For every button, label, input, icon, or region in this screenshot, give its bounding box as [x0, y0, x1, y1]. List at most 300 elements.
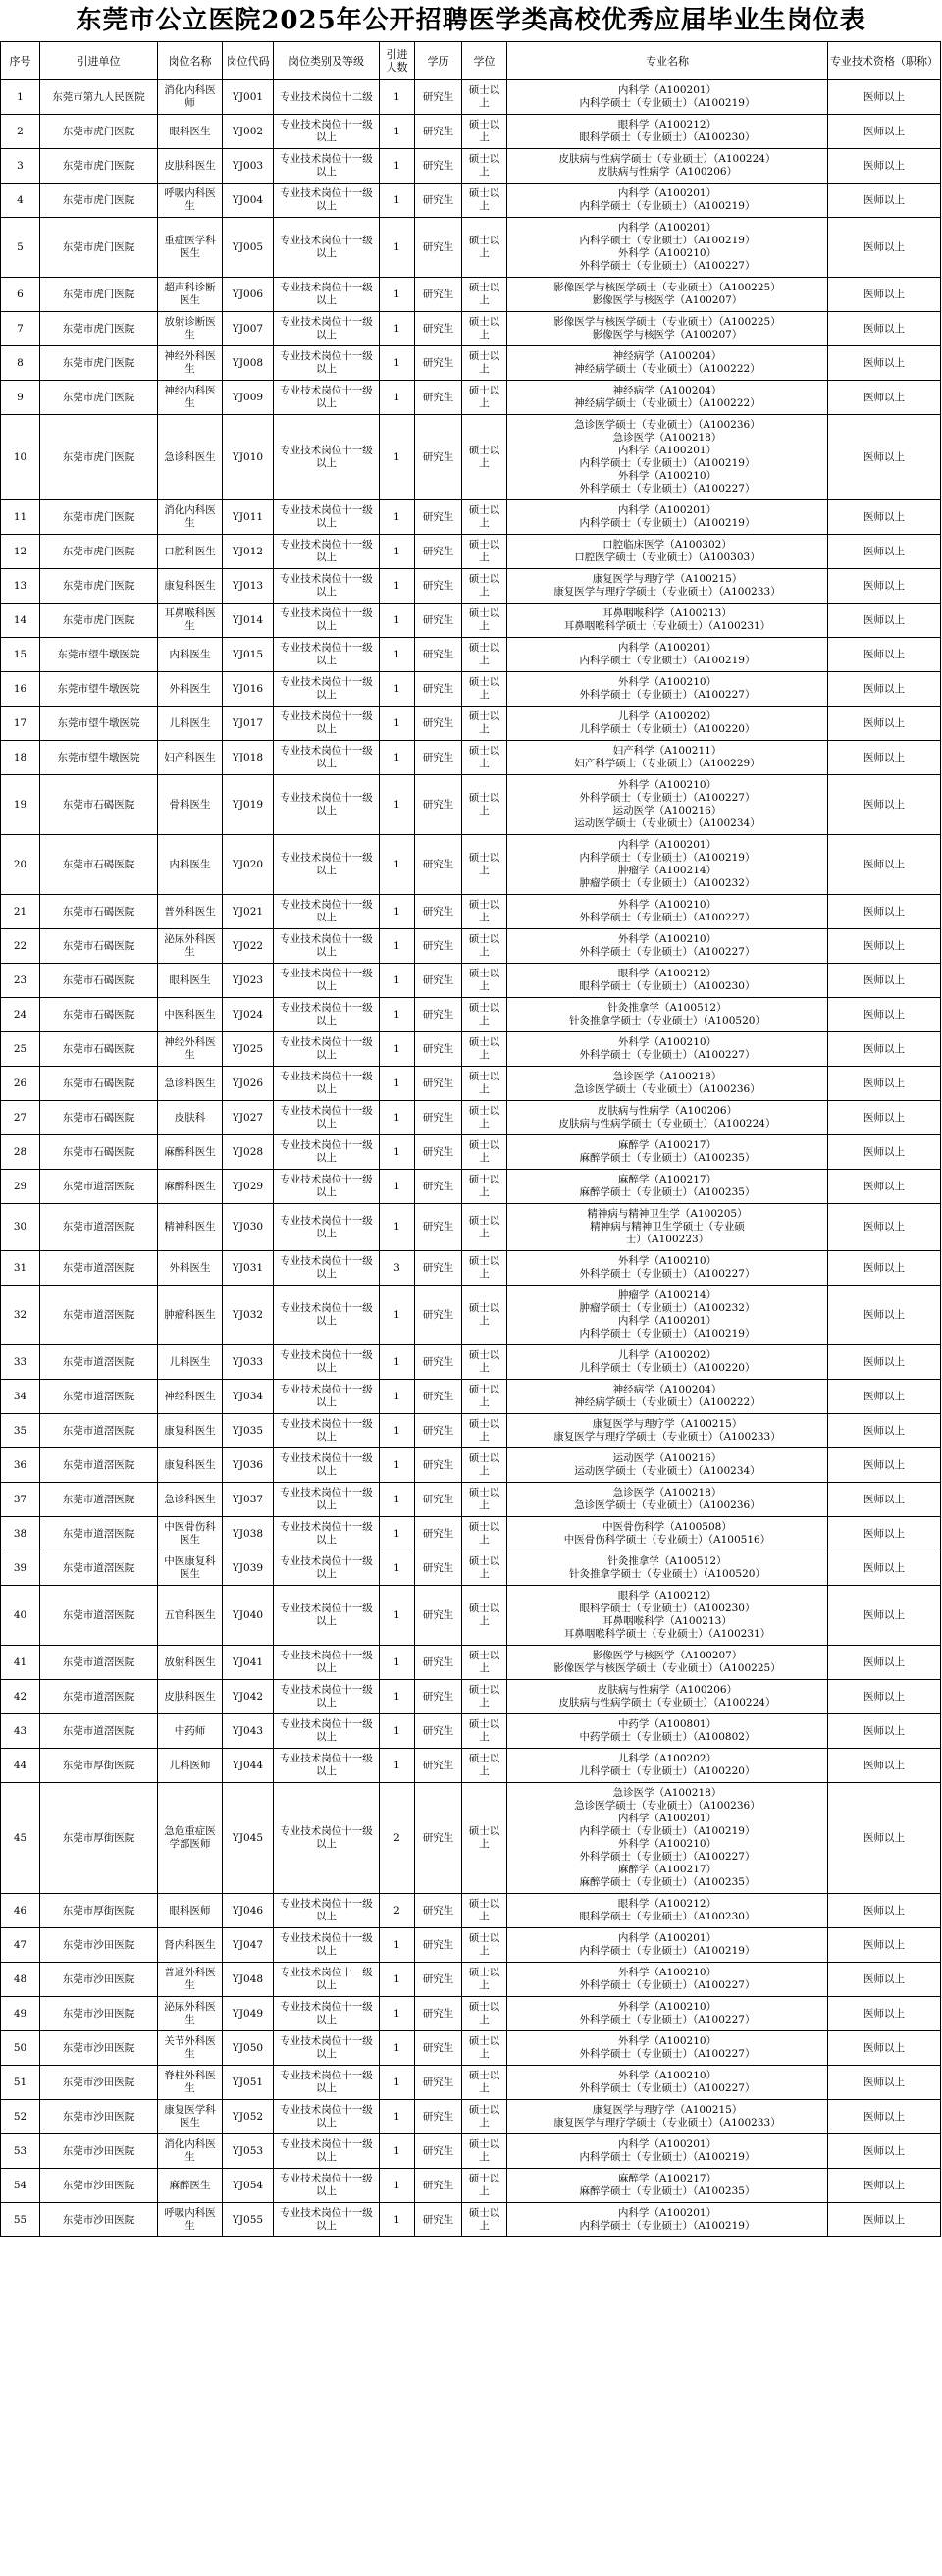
cell-code: YJ055 — [223, 2203, 274, 2237]
cell-code: YJ024 — [223, 998, 274, 1032]
major-line: 针灸推拿学硕士（专业硕士）（A100520） — [569, 1568, 765, 1580]
table-row — [1, 1997, 941, 2031]
cell-no: 26 — [1, 1067, 40, 1101]
major-line: 内科学硕士（专业硕士）（A100219） — [579, 2151, 756, 2163]
cell-post: 外科医生 — [158, 672, 223, 707]
cell-num: 1 — [380, 278, 415, 312]
cell-title: 医师以上 — [828, 1101, 941, 1135]
cell-majors — [507, 1067, 828, 1101]
cell-title: 医师以上 — [828, 1749, 941, 1783]
cell-unit: 东莞市石碣医院 — [40, 1135, 158, 1170]
cell-post: 消化内科医生 — [158, 2134, 223, 2169]
cell-post: 重症医学科医生 — [158, 218, 223, 278]
table-row — [1, 1414, 941, 1448]
cell-post: 神经外科医生 — [158, 346, 223, 381]
cell-num: 1 — [380, 707, 415, 741]
major-line: 急诊医学硕士（专业硕士）（A100236） — [574, 1499, 760, 1511]
cell-majors — [507, 1286, 828, 1345]
cell-grade: 专业技术岗位十一级以上 — [274, 149, 380, 184]
cell-unit: 东莞市道滘医院 — [40, 1286, 158, 1345]
cell-no: 4 — [1, 184, 40, 218]
cell-grade: 专业技术岗位十一级以上 — [274, 2169, 380, 2203]
table-row — [1, 1251, 941, 1286]
cell-num: 3 — [380, 1251, 415, 1286]
cell-post: 放射诊断医生 — [158, 312, 223, 346]
cell-edu: 研究生 — [415, 1551, 462, 1586]
cell-grade: 专业技术岗位十一级以上 — [274, 2066, 380, 2100]
cell-unit: 东莞市道滘医院 — [40, 1414, 158, 1448]
cell-unit: 东莞市虎门医院 — [40, 218, 158, 278]
cell-code: YJ015 — [223, 638, 274, 672]
table-row — [1, 2169, 941, 2203]
cell-code: YJ034 — [223, 1380, 274, 1414]
cell-unit: 东莞市望牛墩医院 — [40, 741, 158, 775]
cell-majors — [507, 672, 828, 707]
cell-post: 泌尿外科医生 — [158, 1997, 223, 2031]
cell-no: 45 — [1, 1783, 40, 1894]
major-line: 外科学（A100210） — [617, 1838, 717, 1850]
cell-grade: 专业技术岗位十一级以上 — [274, 2134, 380, 2169]
table-row — [1, 604, 941, 638]
cell-grade: 专业技术岗位十一级以上 — [274, 1380, 380, 1414]
cell-code: YJ041 — [223, 1646, 274, 1680]
cell-deg: 硕士以上 — [462, 1204, 507, 1251]
major-line: 内科学（A100201） — [617, 1932, 717, 1944]
cell-title: 医师以上 — [828, 1448, 941, 1483]
cell-code: YJ002 — [223, 115, 274, 149]
cell-title: 医师以上 — [828, 218, 941, 278]
cell-grade: 专业技术岗位十一级以上 — [274, 2100, 380, 2134]
cell-deg: 硕士以上 — [462, 500, 507, 535]
cell-num: 1 — [380, 929, 415, 964]
cell-deg: 硕士以上 — [462, 2134, 507, 2169]
cell-title: 医师以上 — [828, 1032, 941, 1067]
major-line: 外科学硕士（专业硕士）（A100227） — [579, 1268, 756, 1280]
cell-code: YJ045 — [223, 1783, 274, 1894]
cell-majors — [507, 1517, 828, 1551]
positions-table — [0, 41, 941, 2237]
cell-edu: 研究生 — [415, 1783, 462, 1894]
cell-majors — [507, 1680, 828, 1714]
cell-num: 1 — [380, 741, 415, 775]
cell-unit: 东莞市沙田医院 — [40, 2066, 158, 2100]
cell-grade: 专业技术岗位十一级以上 — [274, 1749, 380, 1783]
cell-code: YJ037 — [223, 1483, 274, 1517]
major-line: 外科学（A100210） — [617, 899, 717, 911]
cell-unit: 东莞市虎门医院 — [40, 381, 158, 415]
cell-title: 医师以上 — [828, 184, 941, 218]
cell-no: 31 — [1, 1251, 40, 1286]
major-line: 内科学硕士（专业硕士）（A100219） — [579, 852, 756, 864]
cell-num: 1 — [380, 115, 415, 149]
cell-majors — [507, 115, 828, 149]
major-line: 内科学硕士（专业硕士）（A100219） — [579, 200, 756, 212]
cell-num: 1 — [380, 1997, 415, 2031]
major-line: 外科学（A100210） — [617, 1967, 717, 1978]
major-line: 中医骨伤科学（A100508） — [602, 1521, 732, 1533]
cell-code: YJ031 — [223, 1251, 274, 1286]
header-cell: 引进单位 — [40, 42, 158, 80]
cell-edu: 研究生 — [415, 381, 462, 415]
cell-title: 医师以上 — [828, 149, 941, 184]
cell-unit: 东莞市沙田医院 — [40, 2100, 158, 2134]
cell-num: 1 — [380, 1414, 415, 1448]
cell-unit: 东莞市沙田医院 — [40, 1997, 158, 2031]
cell-majors — [507, 346, 828, 381]
cell-edu: 研究生 — [415, 1286, 462, 1345]
cell-post: 麻醉科医生 — [158, 1170, 223, 1204]
cell-title: 医师以上 — [828, 1067, 941, 1101]
cell-title: 医师以上 — [828, 672, 941, 707]
cell-title: 医师以上 — [828, 1345, 941, 1380]
major-line: 肿瘤学硕士（专业硕士）（A100232） — [579, 877, 756, 889]
cell-num: 1 — [380, 2100, 415, 2134]
cell-post: 呼吸内科医生 — [158, 184, 223, 218]
cell-deg: 硕士以上 — [462, 929, 507, 964]
major-line: 运动医学（A100216） — [612, 805, 722, 816]
cell-unit: 东莞市沙田医院 — [40, 2169, 158, 2203]
cell-post: 康复科医生 — [158, 1414, 223, 1448]
cell-code: YJ025 — [223, 1032, 274, 1067]
cell-code: YJ007 — [223, 312, 274, 346]
cell-post: 皮肤科医生 — [158, 149, 223, 184]
major-line: 麻醉学硕士（专业硕士）（A100235） — [579, 1152, 756, 1164]
cell-deg: 硕士以上 — [462, 1380, 507, 1414]
cell-grade: 专业技术岗位十一级以上 — [274, 2031, 380, 2066]
cell-deg: 硕士以上 — [462, 1714, 507, 1749]
cell-unit: 东莞市道滘医院 — [40, 1170, 158, 1204]
cell-grade: 专业技术岗位十一级以上 — [274, 775, 380, 835]
cell-grade: 专业技术岗位十一级以上 — [274, 346, 380, 381]
cell-majors — [507, 2031, 828, 2066]
major-line: 外科学硕士（专业硕士）（A100227） — [579, 912, 756, 923]
cell-title: 医师以上 — [828, 604, 941, 638]
table-row — [1, 1646, 941, 1680]
cell-deg: 硕士以上 — [462, 1067, 507, 1101]
cell-no: 35 — [1, 1414, 40, 1448]
table-row — [1, 381, 941, 415]
cell-majors — [507, 775, 828, 835]
table-row — [1, 218, 941, 278]
cell-majors — [507, 1646, 828, 1680]
major-line: 神经病学（A100204） — [612, 350, 722, 362]
cell-grade: 专业技术岗位十一级以上 — [274, 1928, 380, 1963]
cell-no: 38 — [1, 1517, 40, 1551]
cell-title: 医师以上 — [828, 381, 941, 415]
cell-edu: 研究生 — [415, 1101, 462, 1135]
table-row — [1, 1345, 941, 1380]
cell-majors — [507, 1101, 828, 1135]
major-line: 外科学硕士（专业硕士）（A100227） — [579, 2014, 756, 2025]
cell-title: 医师以上 — [828, 775, 941, 835]
cell-no: 3 — [1, 149, 40, 184]
header-row — [1, 42, 941, 80]
major-line: 针灸推拿学（A100512） — [607, 1555, 727, 1567]
cell-edu: 研究生 — [415, 1067, 462, 1101]
cell-no: 5 — [1, 218, 40, 278]
cell-unit: 东莞市石碣医院 — [40, 895, 158, 929]
cell-majors — [507, 638, 828, 672]
cell-post: 外科医生 — [158, 1251, 223, 1286]
cell-deg: 硕士以上 — [462, 381, 507, 415]
cell-title: 医师以上 — [828, 1135, 941, 1170]
cell-num: 1 — [380, 569, 415, 604]
cell-no: 32 — [1, 1286, 40, 1345]
cell-num: 1 — [380, 535, 415, 569]
cell-code: YJ038 — [223, 1517, 274, 1551]
cell-num: 1 — [380, 2031, 415, 2066]
cell-title: 医师以上 — [828, 1551, 941, 1586]
cell-post: 神经内科医生 — [158, 381, 223, 415]
cell-deg: 硕士以上 — [462, 2169, 507, 2203]
header-cell: 岗位类别及等级 — [274, 42, 380, 80]
cell-no: 2 — [1, 115, 40, 149]
cell-edu: 研究生 — [415, 1032, 462, 1067]
cell-post: 精神科医生 — [158, 1204, 223, 1251]
cell-no: 18 — [1, 741, 40, 775]
cell-majors — [507, 741, 828, 775]
cell-no: 24 — [1, 998, 40, 1032]
major-line: 肿瘤学硕士（专业硕士）（A100232） — [579, 1302, 756, 1314]
cell-post: 内科医生 — [158, 835, 223, 895]
major-line: 外科学（A100210） — [617, 247, 717, 259]
cell-post: 神经外科医生 — [158, 1032, 223, 1067]
cell-deg: 硕士以上 — [462, 895, 507, 929]
cell-grade: 专业技术岗位十一级以上 — [274, 1783, 380, 1894]
cell-unit: 东莞市道滘医院 — [40, 1517, 158, 1551]
cell-title: 医师以上 — [828, 741, 941, 775]
major-line: 针灸推拿学硕士（专业硕士）（A100520） — [569, 1015, 765, 1026]
header-cell: 学位 — [462, 42, 507, 80]
cell-unit: 东莞市石碣医院 — [40, 1032, 158, 1067]
cell-majors — [507, 184, 828, 218]
cell-title: 医师以上 — [828, 2169, 941, 2203]
cell-title: 医师以上 — [828, 1251, 941, 1286]
major-line: 内科学硕士（专业硕士）（A100219） — [579, 457, 756, 469]
major-line: 外科学（A100210） — [617, 676, 717, 688]
major-line: 运动医学硕士（专业硕士）（A100234） — [574, 817, 760, 829]
major-line: 针灸推拿学（A100512） — [607, 1002, 727, 1014]
major-line: 外科学硕士（专业硕士）（A100227） — [579, 483, 756, 495]
major-line: 外科学（A100210） — [617, 779, 717, 791]
cell-grade: 专业技术岗位十一级以上 — [274, 1135, 380, 1170]
table-row — [1, 1135, 941, 1170]
major-line: 中医骨伤科学硕士（专业硕士）（A100516） — [563, 1534, 771, 1546]
cell-grade: 专业技术岗位十一级以上 — [274, 535, 380, 569]
major-line: 儿科学（A100202） — [617, 710, 717, 722]
cell-code: YJ020 — [223, 835, 274, 895]
cell-unit: 东莞市石碣医院 — [40, 929, 158, 964]
cell-code: YJ004 — [223, 184, 274, 218]
major-line: 内科学硕士（专业硕士）（A100219） — [579, 2220, 756, 2232]
major-line: 耳鼻咽喉科学硕士（专业硕士）（A100231） — [563, 1628, 771, 1640]
major-line: 急诊医学（A100218） — [612, 1071, 722, 1082]
table-row — [1, 1928, 941, 1963]
cell-num: 1 — [380, 1963, 415, 1997]
cell-unit: 东莞市望牛墩医院 — [40, 672, 158, 707]
table-row — [1, 964, 941, 998]
major-line: 眼科学硕士（专业硕士）（A100230） — [579, 1911, 756, 1922]
table-row — [1, 278, 941, 312]
major-line: 眼科学（A100212） — [617, 968, 717, 979]
cell-code: YJ054 — [223, 2169, 274, 2203]
cell-no: 21 — [1, 895, 40, 929]
cell-majors — [507, 2203, 828, 2237]
major-line: 儿科学硕士（专业硕士）（A100220） — [579, 1362, 756, 1374]
cell-unit: 东莞市虎门医院 — [40, 569, 158, 604]
cell-deg: 硕士以上 — [462, 1101, 507, 1135]
cell-title: 医师以上 — [828, 2031, 941, 2066]
major-line: 外科学硕士（专业硕士）（A100227） — [579, 1851, 756, 1863]
cell-unit: 东莞市石碣医院 — [40, 998, 158, 1032]
cell-post: 急诊科医生 — [158, 1067, 223, 1101]
major-line: 影像医学与核医学（A100207） — [592, 294, 743, 306]
cell-title: 医师以上 — [828, 535, 941, 569]
cell-unit: 东莞市道滘医院 — [40, 1251, 158, 1286]
cell-majors — [507, 218, 828, 278]
cell-deg: 硕士以上 — [462, 415, 507, 500]
major-line: 影像医学与核医学（A100207） — [592, 1650, 743, 1661]
cell-unit: 东莞市道滘医院 — [40, 1680, 158, 1714]
cell-deg: 硕士以上 — [462, 346, 507, 381]
cell-unit: 东莞市道滘医院 — [40, 1380, 158, 1414]
cell-grade: 专业技术岗位十一级以上 — [274, 218, 380, 278]
cell-unit: 东莞市沙田医院 — [40, 1963, 158, 1997]
cell-post: 普外科医生 — [158, 895, 223, 929]
cell-post: 中医骨伤科医生 — [158, 1517, 223, 1551]
cell-no: 22 — [1, 929, 40, 964]
cell-code: YJ046 — [223, 1894, 274, 1928]
table-row — [1, 1032, 941, 1067]
cell-no: 13 — [1, 569, 40, 604]
cell-no: 11 — [1, 500, 40, 535]
cell-code: YJ010 — [223, 415, 274, 500]
cell-deg: 硕士以上 — [462, 1135, 507, 1170]
cell-edu: 研究生 — [415, 149, 462, 184]
cell-majors — [507, 569, 828, 604]
cell-unit: 东莞市沙田医院 — [40, 1928, 158, 1963]
cell-grade: 专业技术岗位十一级以上 — [274, 569, 380, 604]
cell-unit: 东莞市厚街医院 — [40, 1749, 158, 1783]
cell-post: 泌尿外科医生 — [158, 929, 223, 964]
cell-code: YJ052 — [223, 2100, 274, 2134]
cell-majors — [507, 1586, 828, 1646]
cell-title: 医师以上 — [828, 1680, 941, 1714]
cell-deg: 硕士以上 — [462, 1586, 507, 1646]
cell-edu: 研究生 — [415, 638, 462, 672]
cell-unit: 东莞市沙田医院 — [40, 2134, 158, 2169]
header-cell: 岗位名称 — [158, 42, 223, 80]
major-line: 外科学（A100210） — [617, 1255, 717, 1267]
header-cell: 引进人数 — [380, 42, 415, 80]
table-row — [1, 775, 941, 835]
cell-code: YJ006 — [223, 278, 274, 312]
cell-deg: 硕士以上 — [462, 1997, 507, 2031]
cell-code: YJ044 — [223, 1749, 274, 1783]
major-line: 内科学（A100201） — [617, 2138, 717, 2150]
cell-grade: 专业技术岗位十二级 — [274, 80, 380, 115]
cell-deg: 硕士以上 — [462, 1483, 507, 1517]
cell-grade: 专业技术岗位十一级以上 — [274, 1714, 380, 1749]
cell-edu: 研究生 — [415, 535, 462, 569]
cell-deg: 硕士以上 — [462, 312, 507, 346]
cell-edu: 研究生 — [415, 604, 462, 638]
cell-deg: 硕士以上 — [462, 1414, 507, 1448]
cell-deg: 硕士以上 — [462, 1963, 507, 1997]
cell-post: 儿科医生 — [158, 1345, 223, 1380]
cell-no: 15 — [1, 638, 40, 672]
cell-grade: 专业技术岗位十一级以上 — [274, 1345, 380, 1380]
cell-deg: 硕士以上 — [462, 1894, 507, 1928]
cell-grade: 专业技术岗位十一级以上 — [274, 1483, 380, 1517]
cell-title: 医师以上 — [828, 1170, 941, 1204]
cell-grade: 专业技术岗位十一级以上 — [274, 500, 380, 535]
cell-code: YJ051 — [223, 2066, 274, 2100]
cell-edu: 研究生 — [415, 500, 462, 535]
cell-code: YJ014 — [223, 604, 274, 638]
cell-title: 医师以上 — [828, 1286, 941, 1345]
cell-edu: 研究生 — [415, 1170, 462, 1204]
table-row — [1, 2066, 941, 2100]
cell-num: 1 — [380, 500, 415, 535]
cell-code: YJ032 — [223, 1286, 274, 1345]
cell-num: 1 — [380, 1646, 415, 1680]
major-line: 精神病与精神卫生学（A100205） — [587, 1208, 748, 1220]
cell-no: 42 — [1, 1680, 40, 1714]
major-line: 神经病学（A100204） — [612, 385, 722, 396]
cell-no: 19 — [1, 775, 40, 835]
cell-deg: 硕士以上 — [462, 1928, 507, 1963]
cell-deg: 硕士以上 — [462, 1551, 507, 1586]
cell-title: 医师以上 — [828, 1586, 941, 1646]
cell-grade: 专业技术岗位十一级以上 — [274, 1032, 380, 1067]
cell-grade: 专业技术岗位十一级以上 — [274, 672, 380, 707]
cell-grade: 专业技术岗位十一级以上 — [274, 1067, 380, 1101]
cell-majors — [507, 929, 828, 964]
cell-title: 医师以上 — [828, 707, 941, 741]
cell-majors — [507, 1380, 828, 1414]
cell-no: 1 — [1, 80, 40, 115]
table-row — [1, 672, 941, 707]
cell-title: 医师以上 — [828, 964, 941, 998]
cell-majors — [507, 1414, 828, 1448]
table-row — [1, 1783, 941, 1894]
cell-num: 2 — [380, 1783, 415, 1894]
table-row — [1, 184, 941, 218]
cell-num: 1 — [380, 80, 415, 115]
cell-title: 医师以上 — [828, 1646, 941, 1680]
cell-post: 急诊科医生 — [158, 1483, 223, 1517]
major-line: 妇产科学硕士（专业硕士）（A100229） — [574, 758, 760, 769]
cell-post: 肿瘤科医生 — [158, 1286, 223, 1345]
cell-no: 43 — [1, 1714, 40, 1749]
cell-num: 1 — [380, 895, 415, 929]
cell-majors — [507, 1997, 828, 2031]
cell-edu: 研究生 — [415, 1414, 462, 1448]
cell-code: YJ011 — [223, 500, 274, 535]
cell-grade: 专业技术岗位十一级以上 — [274, 1551, 380, 1586]
major-line: 皮肤病与性病学（A100206） — [597, 1684, 738, 1696]
cell-title: 医师以上 — [828, 929, 941, 964]
cell-grade: 专业技术岗位十一级以上 — [274, 835, 380, 895]
major-line: 耳鼻咽喉科学（A100213） — [602, 607, 732, 619]
cell-unit: 东莞市厚街医院 — [40, 1783, 158, 1894]
cell-title: 医师以上 — [828, 1483, 941, 1517]
cell-post: 关节外科医生 — [158, 2031, 223, 2066]
cell-majors — [507, 895, 828, 929]
table-row — [1, 1380, 941, 1414]
major-line: 中药学硕士（专业硕士）（A100802） — [579, 1731, 756, 1743]
